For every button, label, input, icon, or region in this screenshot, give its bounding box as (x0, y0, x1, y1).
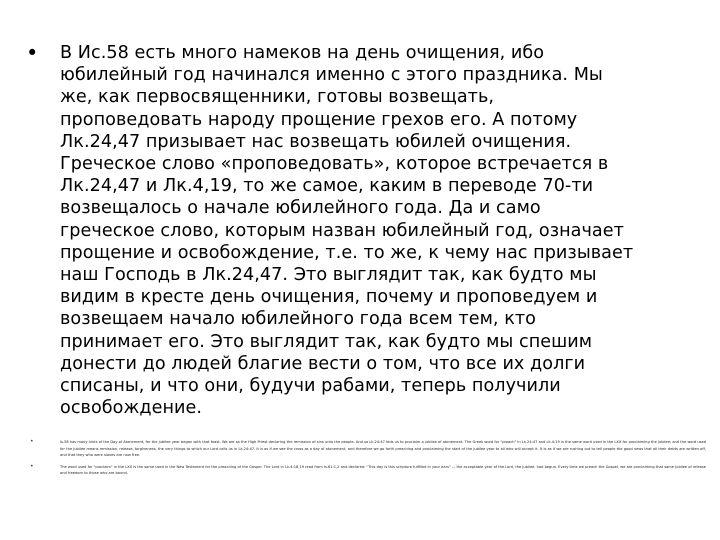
footnote-text: The word used for "proclaim" in the LXX is the same used in the New Testament for the preaching of the Gospel. The Lord in Lk.4:18,19 read from Is.61:1,2 and declared: "This day is this scripture fulfilled in your ears" — the acceptable year of the Lord, the jubilee, had begun. Every time we preach the Gospel, we are proclaiming that same jubilee of release and freedom to those who are bound. (60, 464, 706, 475)
main-paragraph (60, 42, 633, 419)
text-line: В Ис.58 есть много намеков на день очищения, ибо (60, 43, 545, 63)
text-line: Лк.24,47 и Лк.4,19, то же самое, каким в переводе 70-ти (60, 176, 594, 197)
text-line: Лк.24,47 призывает нас возвещать юбилей очищения. (60, 131, 572, 152)
text-line: проповедовать народу прощение грехов его. А потому (60, 109, 578, 130)
text-line: возвещалось о начале юбилейного года. Да и само (60, 198, 541, 219)
text-line: наш Господь в Лк.24,47. Это выглядит так, как будто мы (60, 265, 597, 286)
bullet-marker: • (26, 41, 39, 65)
text-line: юбилейный год начинался именно с этого праздника. Мы (60, 65, 603, 86)
text-line: греческое слово, которым назван юбилейный год, означает (60, 220, 624, 241)
footnote-bullet: • (30, 462, 34, 470)
text-line: прощение и освобождение, т.е. то же, к чему нас призывает (60, 242, 634, 263)
text-line: освобождение. (60, 398, 203, 419)
footnote-item (30, 439, 706, 459)
footnote-text: Is.58 has many hints of the Day of Atonement, for the jubilee year began with that feast. We are as the High Priest declaring the remission of sins unto the people. And so Lk.24:47 bids us to proclaim a jubilee of atonement. The Greek word for "preach" in Lk.24:47 and Lk.4:19 is the same word used in the LXX for proclaiming the jubilee; and the word used for the jubilee means remission, release, forgiveness, the very things to which our Lord calls us in Lk.24:47. It is as if we see the cross as a day of atonement, and therefore we go forth preaching and proclaiming the start of the jubilee year to all who will accept it. It is as if we are rushing out to tell people the good news that all their debts are written off, and that they who were slaves are now free. (60, 440, 706, 457)
footnote-item (30, 464, 706, 477)
text-line: возвещаем начало юбилейного года всем тем, кто (60, 309, 536, 330)
text-line: списаны, и что они, будучи рабами, теперь получили (60, 376, 561, 397)
footnote-bullet: • (30, 438, 34, 445)
main-bullet-item (26, 42, 706, 419)
text-line: Греческое слово «проповедовать», которое встречается в (60, 154, 609, 175)
text-line: принимает его. Это выглядит так, как будто мы спешим (60, 331, 593, 352)
text-line: же, как первосвященники, готовы возвещать, (60, 87, 495, 108)
footnotes (30, 439, 706, 482)
text-line: видим в кресте день очищения, почему и проповедуем и (60, 287, 598, 308)
text-line: донести до людей благие вести о том, что все их долги (60, 353, 586, 374)
